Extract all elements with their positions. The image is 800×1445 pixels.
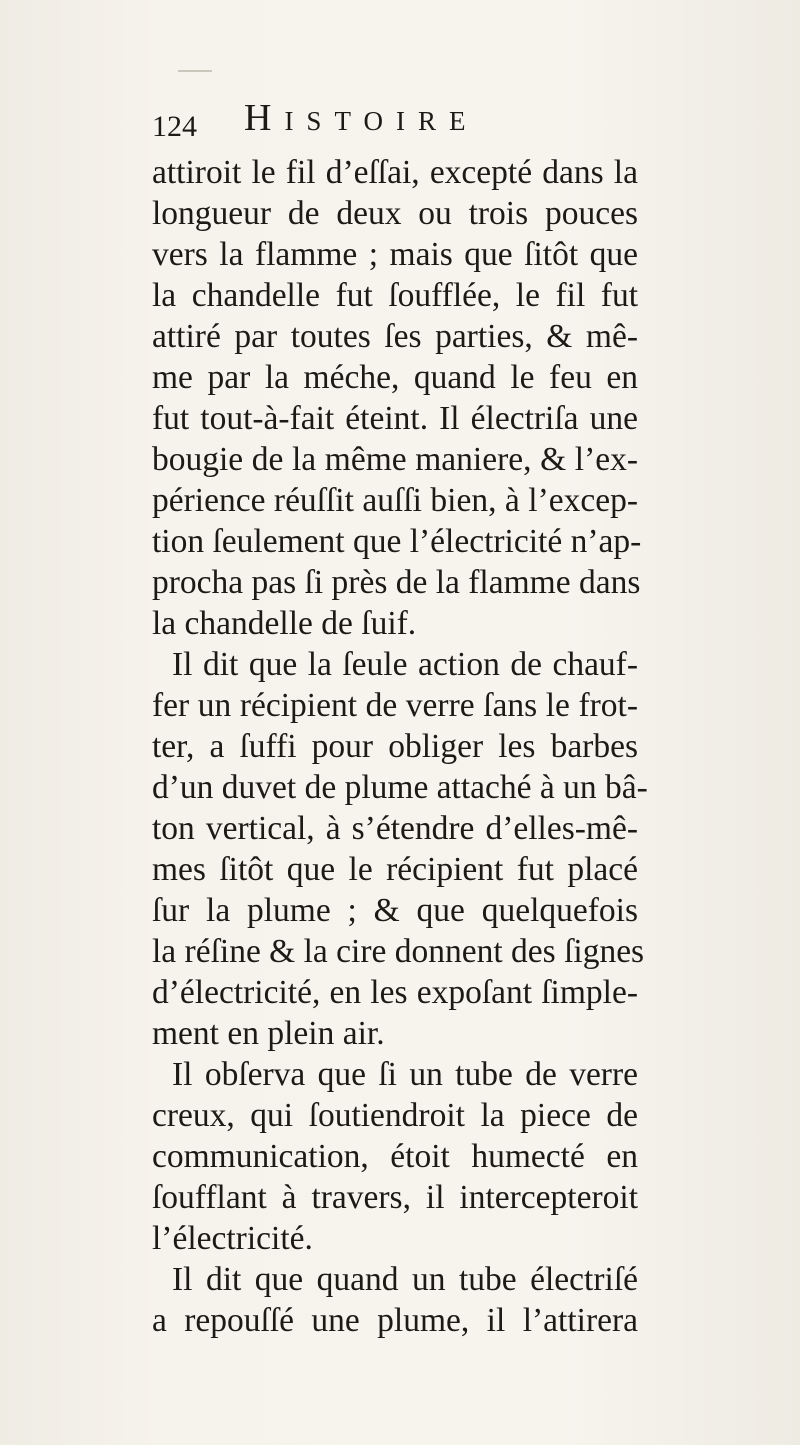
text-line: d’électricité, en les expoſant ſimple- [152, 974, 638, 1011]
page-number: 124 [152, 110, 197, 143]
text-line: la chandelle fut ſoufflée, le fil fut [152, 277, 638, 314]
text-line: fut tout-à-fait éteint. Il électriſa une [152, 400, 638, 437]
text-line: attiroit le fil d’eſſai, excepté dans la [152, 154, 638, 191]
text-line: la chandelle de ſuif. [152, 605, 417, 642]
body-text [152, 152, 648, 1341]
text-line: longueur de deux ou trois pouces [152, 195, 638, 232]
text-line: Il dit que la ſeule action de chauf- [172, 646, 638, 683]
ink-mark [178, 70, 212, 72]
running-title: Histoire [244, 97, 479, 139]
text-line: tion ſeulement que l’électricité n’ap- [152, 523, 642, 560]
text-line: ter, a ſuffi pour obliger les barbes [152, 728, 638, 765]
text-line: d’un duvet de plume attaché à un bâ- [152, 769, 648, 806]
text-line: attiré par toutes ſes parties, & mê- [152, 318, 638, 355]
page-header [152, 96, 632, 146]
text-line: fer un récipient de verre ſans le frot- [152, 687, 638, 724]
text-line: Il obſerva que ſi un tube de verre [172, 1056, 638, 1093]
text-line: bougie de la même maniere, & l’ex- [152, 441, 638, 478]
text-line: Il dit que quand un tube électriſé [172, 1261, 638, 1298]
text-line: a repouſſé une plume, il l’attirera [152, 1302, 638, 1339]
text-line: me par la méche, quand le feu en [152, 359, 638, 396]
text-line: l’électricité. [152, 1220, 313, 1257]
text-line: ſur la plume ; & que quelquefois [152, 892, 638, 929]
text-line: communication, étoit humecté en [152, 1138, 638, 1175]
text-line: creux, qui ſoutiendroit la piece de [152, 1097, 638, 1134]
text-line: ton vertical, à s’étendre d’elles-mê- [152, 810, 638, 847]
text-line: la réſine & la cire donnent des ſignes [152, 933, 645, 970]
text-line: vers la flamme ; mais que ſitôt que [152, 236, 638, 273]
text-line: ment en plein air. [152, 1015, 385, 1052]
text-line: périence réuſſit auſſi bien, à l’excep- [152, 482, 638, 519]
text-line: ſoufflant à travers, il intercepteroit [152, 1179, 638, 1216]
text-line: procha pas ſi près de la flamme dans [152, 564, 641, 601]
text-line: mes ſitôt que le récipient fut placé [152, 851, 638, 888]
